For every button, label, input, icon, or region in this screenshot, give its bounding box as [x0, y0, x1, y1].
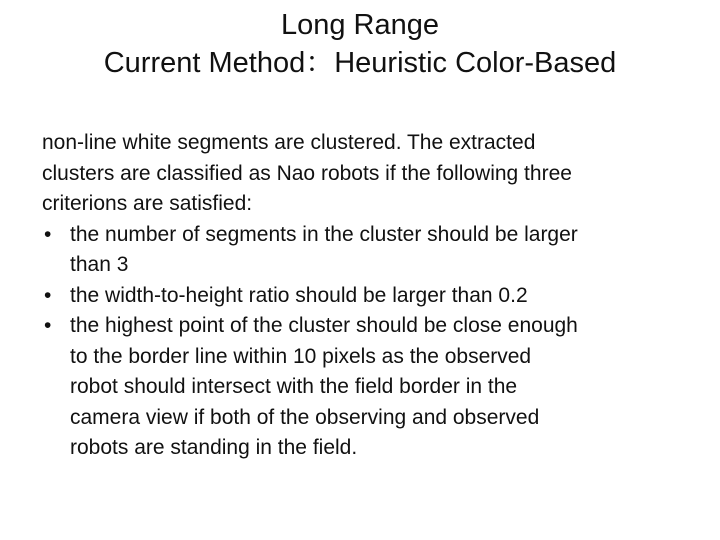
slide-body	[42, 128, 692, 464]
bullet-1-line-2: than 3	[70, 253, 129, 276]
bullet-3-line-2: to the border line within 10 pixels as the observed	[70, 344, 532, 368]
bullet-marker: •	[44, 314, 52, 337]
slide-title	[0, 6, 720, 82]
bullet-item-highest-point	[42, 311, 692, 464]
title-line-1: Long Range	[280, 9, 440, 41]
bullet-marker: •	[44, 283, 52, 307]
intro-line-2: clusters are classified as Nao robots if the following three	[42, 161, 572, 185]
title-line-2: Current Method：Heuristic Color-Based	[103, 47, 617, 79]
bullet-1-line-1: the number of segments in the cluster should be larger	[70, 222, 578, 246]
bullet-3-line-3: robot should intersect with the field border in the	[70, 375, 518, 398]
bullet-3-line-5: robots are standing in the field.	[70, 436, 358, 459]
bullet-marker: •	[44, 222, 52, 246]
intro-line-1: non-line white segments are clustered. The extracted	[42, 131, 536, 154]
bullet-3-line-4: camera view if both of the observing and observed	[70, 405, 540, 429]
bullet-3-line-1: the highest point of the cluster should be close enough	[70, 314, 578, 337]
intro-line-3: criterions are satisfied:	[42, 192, 253, 215]
bullet-item-ratio	[42, 281, 692, 312]
bullet-2-line-1: the width-to-height ratio should be larger than 0.2	[70, 283, 528, 307]
bullet-item-segments	[42, 220, 692, 281]
